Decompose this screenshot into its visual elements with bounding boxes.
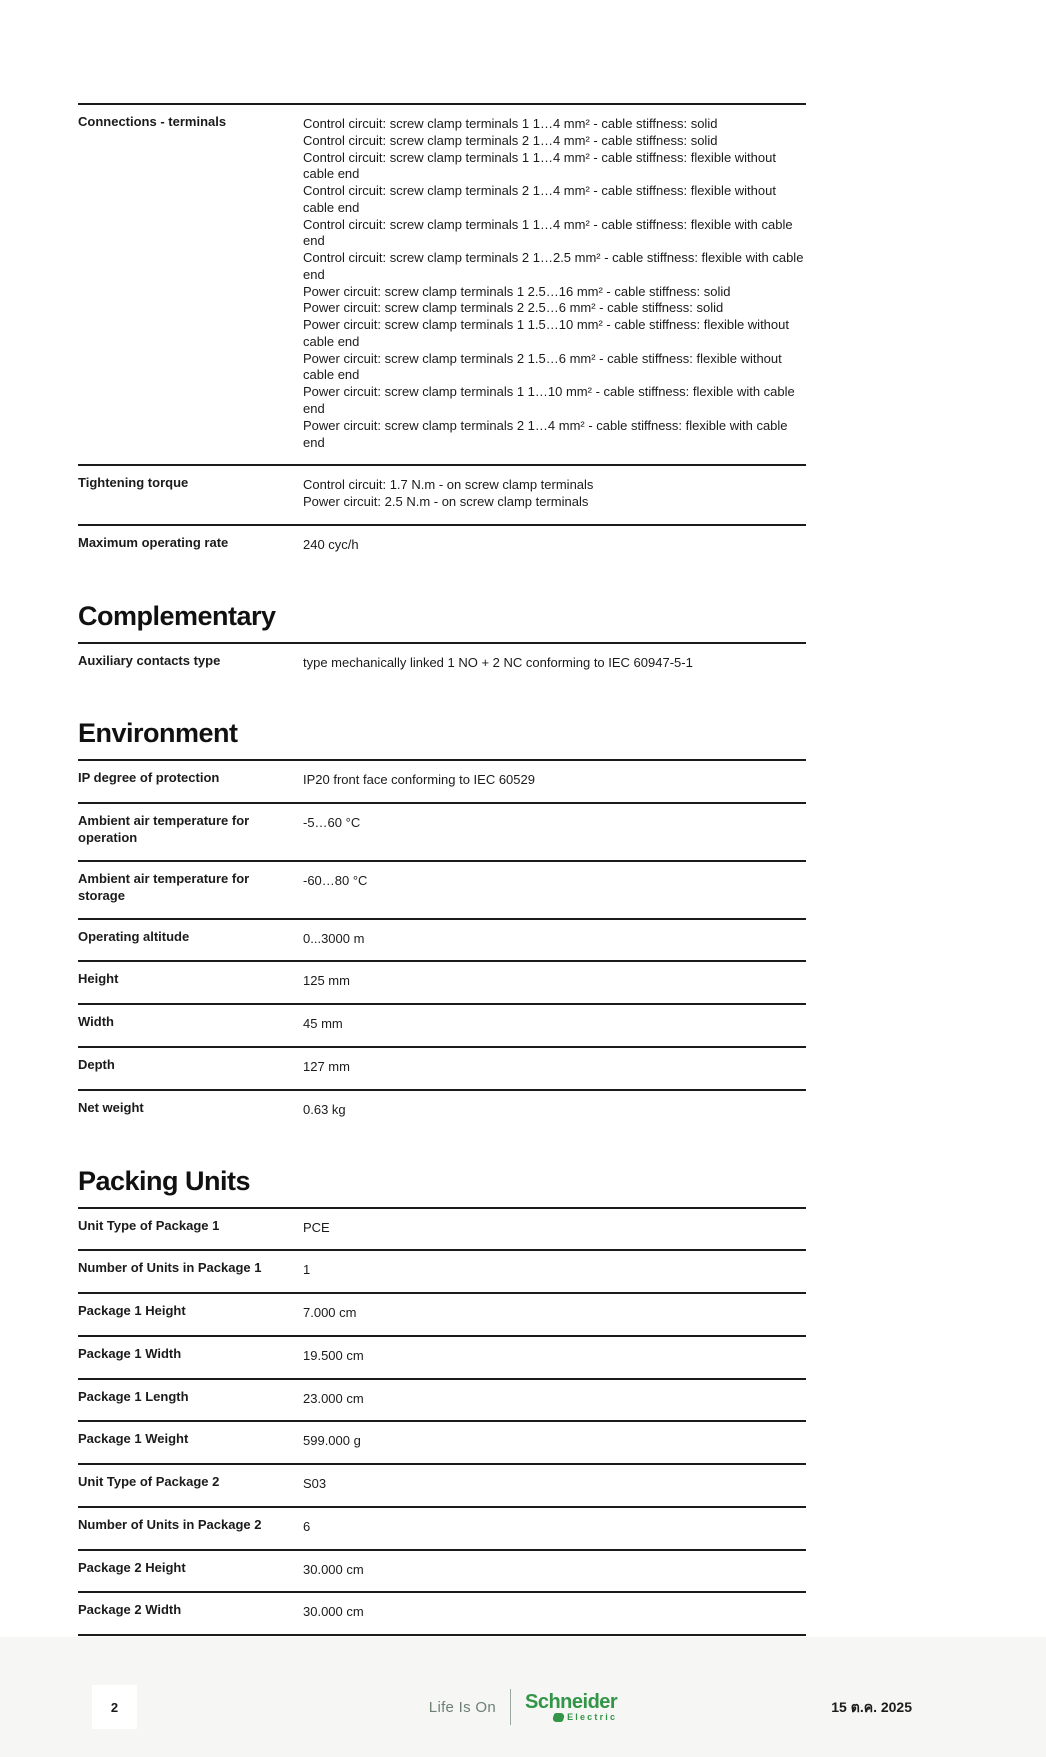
row-value-line: PCE (303, 1219, 330, 1235)
row-value (303, 534, 806, 554)
row-value (303, 812, 806, 847)
row-value-line: 23.000 cm (303, 1390, 364, 1406)
row-value (303, 113, 806, 451)
row-value-line: Control circuit: screw clamp terminals 1 1…4 mm² - cable stiffness: solid (303, 116, 718, 131)
row-label: IP degree of protection (78, 770, 220, 786)
row-label: Package 2 Width (78, 1602, 182, 1618)
row-value-line: Power circuit: screw clamp terminals 1 2.5…16 mm² - cable stiffness: solid (303, 283, 731, 299)
row-value-line: Power circuit: screw clamp terminals 2 2.5…6 mm² - cable stiffness: solid (303, 300, 724, 316)
row-value-line: 240 cyc/h (303, 536, 359, 552)
row-value-line: 30.000 cm (303, 1561, 364, 1577)
row-value (303, 769, 806, 789)
table-row (78, 1549, 806, 1592)
row-label: Operating altitude (78, 928, 190, 944)
table-row (78, 1591, 806, 1634)
table-row (78, 524, 806, 567)
row-value-line: Power circuit: screw clamp terminals 2 1…4 mm² - cable stiffness: flexible with cable end (303, 417, 788, 450)
spec-section (78, 103, 806, 567)
table-row (78, 103, 806, 464)
row-label: Unit Type of Package 1 (78, 1217, 220, 1233)
row-value (303, 474, 806, 511)
row-value (303, 1388, 806, 1408)
row-value-line: S03 (303, 1476, 327, 1492)
table-row (78, 1463, 806, 1506)
page-footer (0, 1637, 1046, 1757)
row-value (303, 1473, 806, 1493)
spec-section (78, 718, 806, 1131)
row-label: Package 2 Height (78, 1559, 186, 1575)
table-row (78, 918, 806, 961)
table-row (78, 1046, 806, 1089)
row-label: Unit Type of Package 2 (78, 1474, 220, 1490)
row-label: Package 1 Width (78, 1345, 182, 1361)
row-value-line: Power circuit: 2.5 N.m - on screw clamp terminals (303, 494, 589, 510)
row-label: Connections - terminals (78, 114, 227, 129)
section-heading: Complementary (78, 600, 276, 631)
spec-section (78, 601, 806, 685)
row-value (303, 1516, 806, 1536)
table-row (78, 642, 806, 685)
table-row (78, 1249, 806, 1292)
row-label: Height (78, 971, 119, 987)
footer-date: 15 ต.ค. 2025 (831, 1699, 912, 1715)
row-value (303, 1013, 806, 1033)
row-value (303, 1056, 806, 1076)
row-label: Maximum operating rate (78, 534, 229, 550)
row-value-line: 6 (303, 1518, 311, 1534)
spec-content (78, 103, 806, 1757)
row-label: Package 1 Length (78, 1388, 189, 1404)
spec-table (78, 642, 806, 685)
row-value (303, 1559, 806, 1579)
table-row (78, 1292, 806, 1335)
table-row (78, 960, 806, 1003)
row-value (303, 970, 806, 990)
row-value (303, 1099, 806, 1119)
electric-wordmark: Electric (567, 1712, 618, 1722)
spec-table (78, 103, 806, 567)
row-value-line: 30.000 cm (303, 1604, 364, 1620)
row-value-line: Power circuit: screw clamp terminals 1 1…10 mm² - cable stiffness: flexible with cable end (303, 384, 795, 417)
row-value-line: Control circuit: screw clamp terminals 2 1…4 mm² - cable stiffness: flexible without cable end (303, 183, 776, 215)
row-value-line: 0.63 kg (303, 1101, 346, 1117)
row-value (303, 928, 806, 948)
row-value (303, 1259, 806, 1279)
row-value (303, 1302, 806, 1322)
table-row (78, 860, 806, 918)
row-value-line: 599.000 g (303, 1433, 361, 1449)
row-label: Net weight (78, 1099, 144, 1115)
row-value-line: IP20 front face conforming to IEC 60529 (303, 772, 535, 788)
row-label: Package 1 Height (78, 1303, 186, 1319)
logo-divider (510, 1689, 511, 1725)
row-value-line: 127 mm (303, 1059, 350, 1074)
row-value-line: 45 mm (303, 1016, 343, 1032)
row-value-line: 7.000 cm (303, 1305, 357, 1321)
row-value-line: Control circuit: screw clamp terminals 2 1…2.5 mm² - cable stiffness: flexible with cable end (303, 250, 804, 282)
row-label: Depth (78, 1057, 115, 1072)
row-label: Auxiliary contacts type (78, 652, 221, 668)
table-row (78, 1378, 806, 1421)
page-number: 2 (92, 1685, 137, 1729)
row-value-line: Control circuit: screw clamp terminals 2 1…4 mm² - cable stiffness: solid (303, 132, 718, 148)
row-label: Tightening torque (78, 475, 189, 491)
schneider-wordmark: Schneider (525, 1691, 618, 1713)
row-label: Number of Units in Package 2 (78, 1516, 262, 1532)
row-value-line: 19.500 cm (303, 1347, 364, 1363)
section-heading: Packing Units (78, 1165, 251, 1196)
table-row (78, 464, 806, 524)
row-label: Ambient air temperature for storage (78, 870, 250, 903)
row-value (303, 1345, 806, 1365)
life-is-on-tagline: Life Is On (428, 1698, 496, 1716)
row-label: Ambient air temperature for operation (78, 813, 250, 846)
row-value-line: Control circuit: 1.7 N.m - on screw clamp terminals (303, 477, 594, 493)
row-value-line: Power circuit: screw clamp terminals 2 1.5…6 mm² - cable stiffness: flexible without cable end (303, 350, 782, 383)
spec-table (78, 759, 806, 1131)
electric-row (525, 1713, 617, 1722)
table-row (78, 1207, 806, 1250)
row-value (303, 870, 806, 905)
row-value-line: Control circuit: screw clamp terminals 1 1…4 mm² - cable stiffness: flexible with cable end (303, 216, 793, 249)
row-value (303, 652, 806, 672)
row-value (303, 1430, 806, 1450)
row-value (303, 1601, 806, 1621)
table-row (78, 802, 806, 860)
table-row (78, 1506, 806, 1549)
schneider-electric-logo (525, 1692, 617, 1722)
row-value-line: -5…60 °C (303, 815, 361, 831)
row-value-line: Control circuit: screw clamp terminals 1 1…4 mm² - cable stiffness: flexible without cable end (303, 149, 776, 182)
table-row (78, 1420, 806, 1463)
row-value (303, 1217, 806, 1237)
row-value-line: 0...3000 m (303, 930, 365, 946)
row-value-line: Power circuit: screw clamp terminals 1 1.5…10 mm² - cable stiffness: flexible without cable end (303, 317, 789, 349)
row-label: Width (78, 1014, 114, 1030)
table-row (78, 759, 806, 802)
table-row (78, 1089, 806, 1132)
row-value-line: -60…80 °C (303, 872, 368, 888)
row-label: Number of Units in Package 1 (78, 1260, 262, 1276)
section-heading: Environment (78, 718, 238, 749)
table-row (78, 1003, 806, 1046)
schneider-leaf-icon (552, 1713, 566, 1722)
table-row (78, 1335, 806, 1378)
row-value-line: 125 mm (303, 973, 350, 989)
row-value-line: type mechanically linked 1 NO + 2 NC conforming to IEC 60947-5-1 (303, 654, 693, 670)
row-label: Package 1 Weight (78, 1431, 189, 1447)
row-value-line: 1 (303, 1262, 311, 1278)
